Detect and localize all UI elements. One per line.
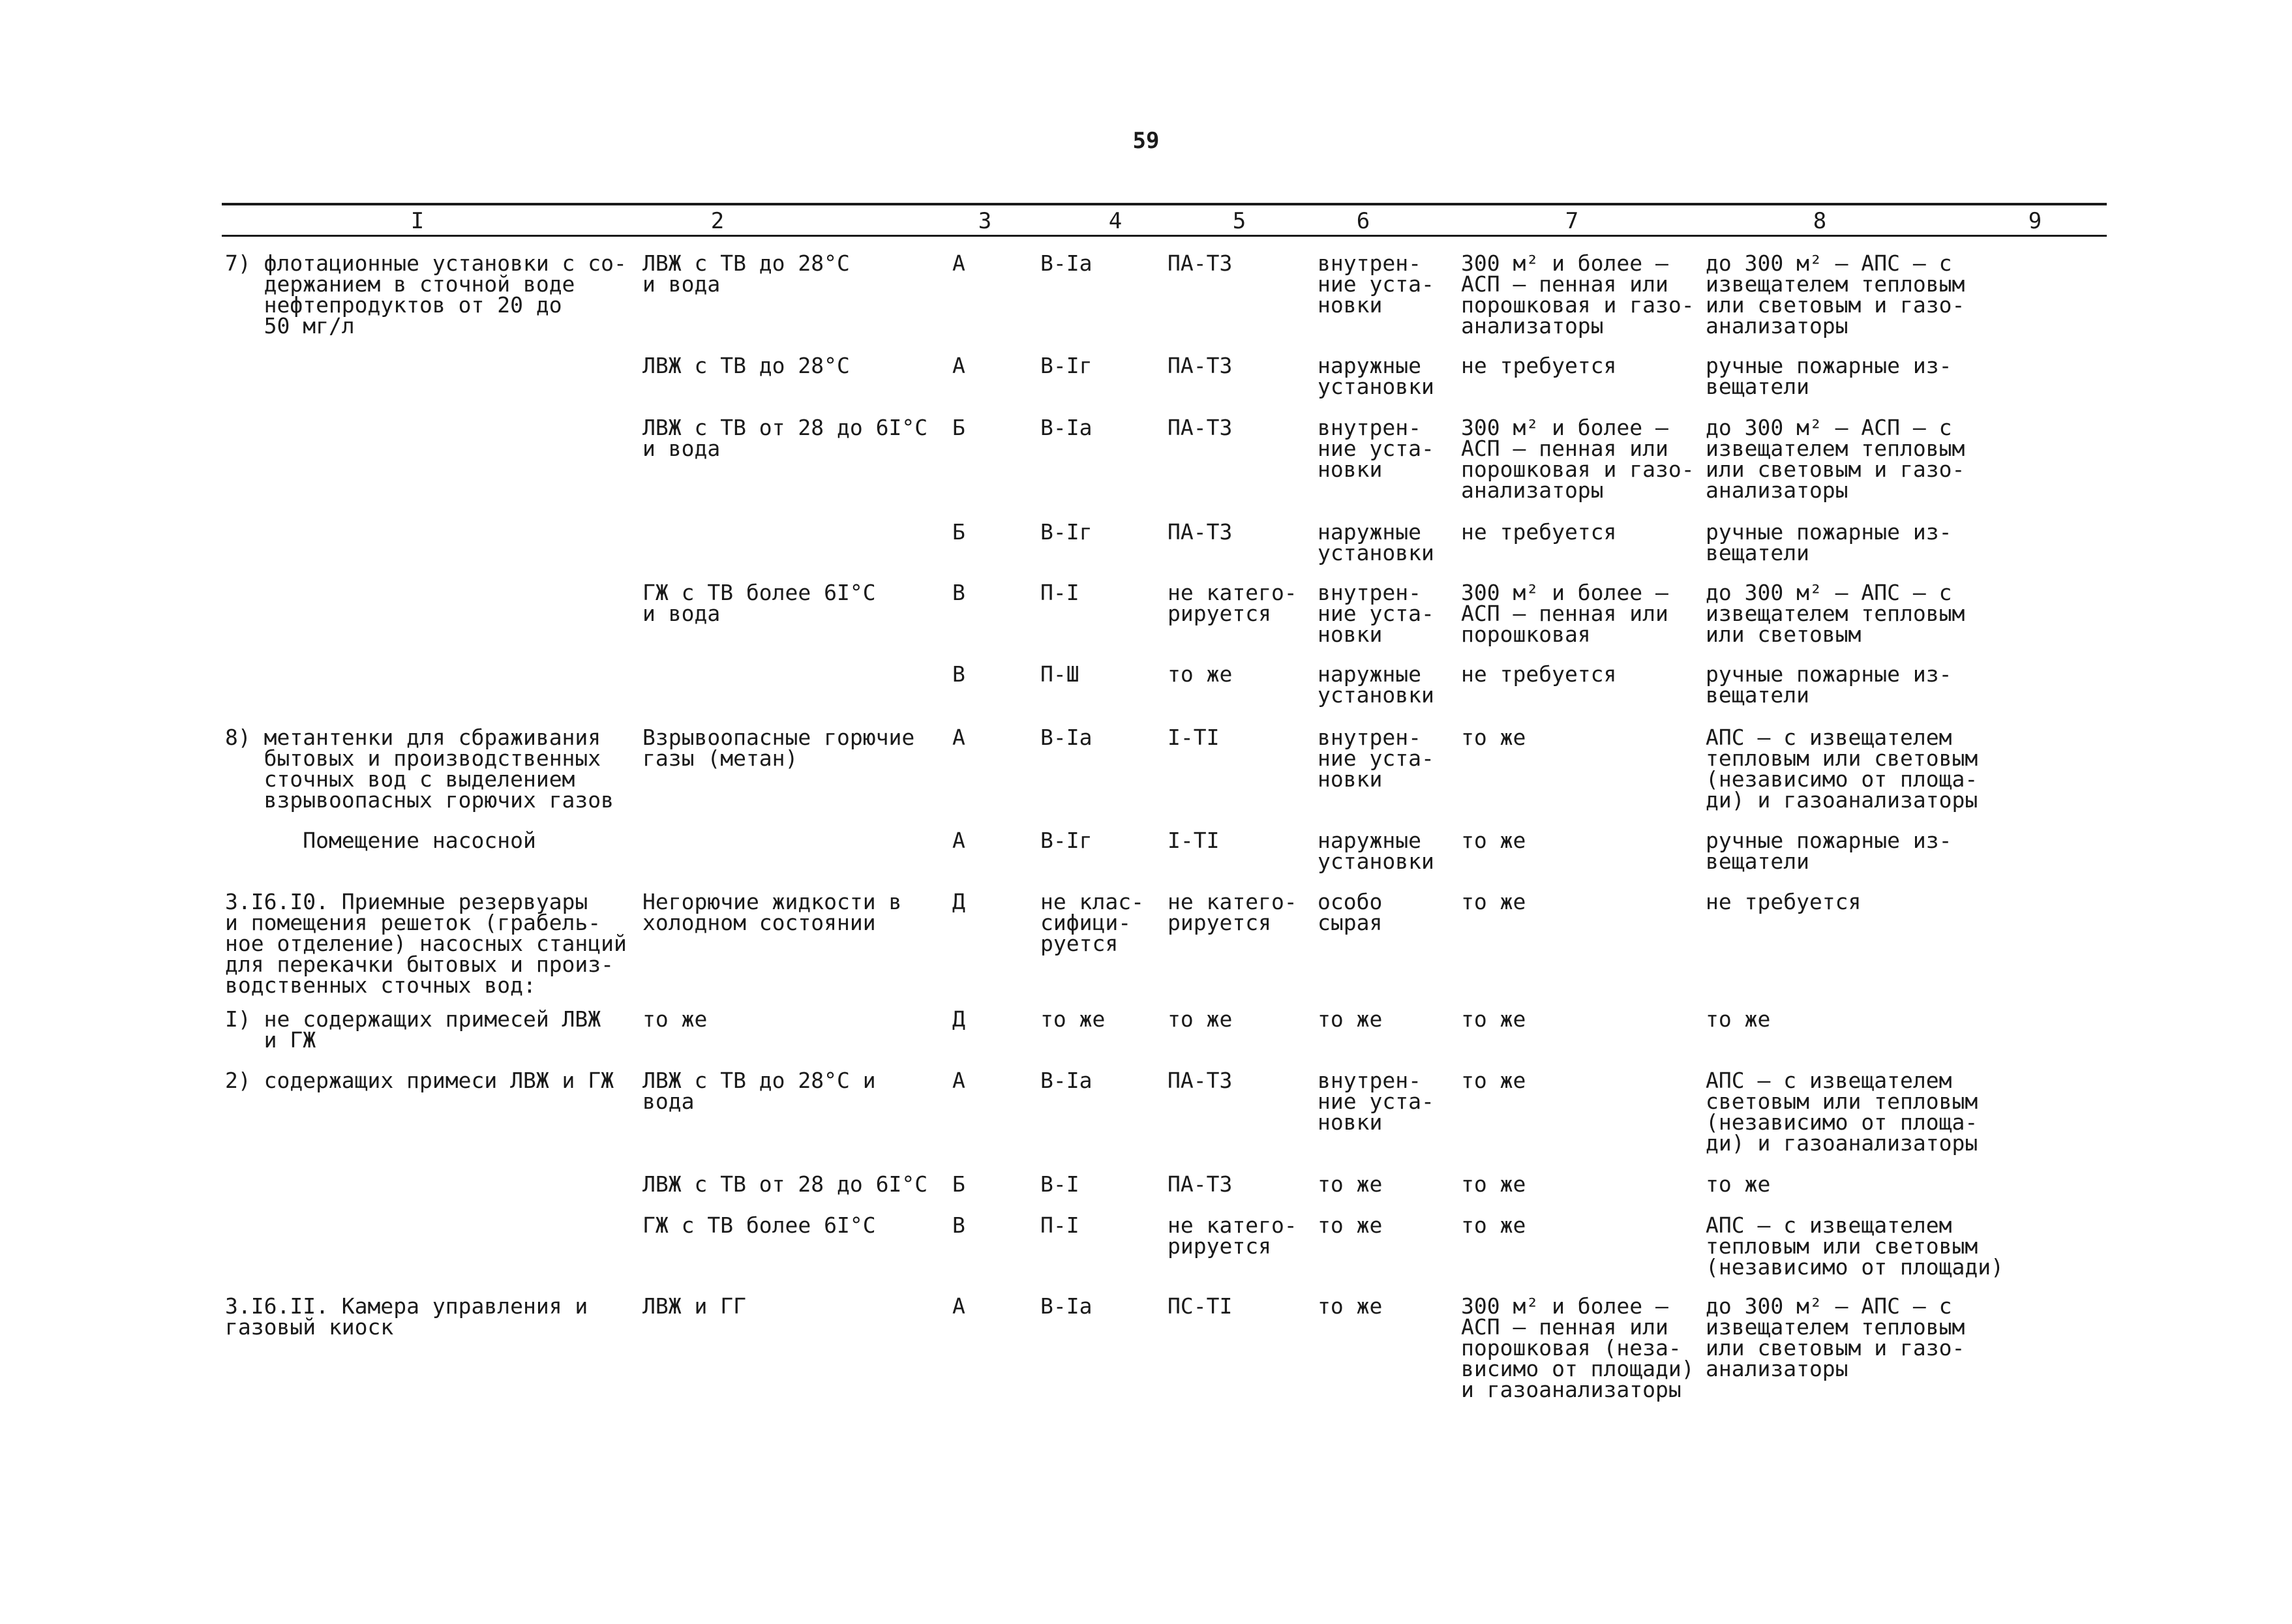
table-cell-col7: то же — [1461, 828, 1526, 853]
table-cell-col6: внутрен- ние уста- новки — [1318, 415, 1434, 482]
table-cell-col3: Б — [952, 1171, 965, 1197]
table-cell-col2: ЛВЖ с ТВ до 28°С и вода — [642, 250, 850, 297]
table-cell-col2: ЛВЖ и ГГ — [642, 1293, 746, 1319]
table-cell-col4: В-Iг — [1040, 828, 1093, 853]
table-cell-col2: ГЖ с ТВ более 6I°С и вода — [642, 580, 876, 626]
table-cell-col1: I) не содержащих примесей ЛВЖ и ГЖ — [225, 1006, 601, 1053]
table-top-rule — [222, 203, 2107, 205]
page-number: 59 — [1132, 128, 1160, 154]
table-cell-col7: 300 м² и более – АСП – пенная или порошковая — [1461, 580, 1668, 647]
table-cell-col2: Негорючие жидкости в холодном состоянии — [642, 889, 902, 935]
table-cell-col6: наружные установки — [1318, 353, 1434, 399]
table-cell-col7: то же — [1461, 725, 1526, 750]
table-cell-col1: 7) флотационные установки с со- держанием в сточной воде нефтепродуктов от 20 до 50 мг/л — [225, 250, 627, 338]
table-cell-col6: наружные установки — [1318, 519, 1434, 565]
table-cell-col5: ПС-TI — [1168, 1293, 1233, 1319]
table-cell-col8: АПС – с извещателем тепловым или световым (независимо от площади) — [1706, 1212, 2004, 1280]
table-cell-col5: I-TI — [1168, 725, 1220, 750]
table-cell-col8: до 300 м² – АПС – с извещателем тепловым или световым — [1706, 580, 1965, 647]
table-cell-col7: 300 м² и более – АСП – пенная или порошковая (неза- висимо от площади) и газоанализаторы — [1461, 1293, 1695, 1402]
table-cell-col8: до 300 м² – АПС – с извещателем тепловым или световым и газо- анализаторы — [1706, 1293, 1965, 1381]
table-cell-col6: то же — [1318, 1212, 1383, 1238]
table-cell-col5: ПА-ТЗ — [1168, 353, 1233, 378]
table-cell-col3: А — [952, 250, 965, 276]
table-cell-col5: не катего- рируется — [1168, 1212, 1297, 1259]
column-header-6: 6 — [1356, 208, 1370, 234]
table-cell-col8: ручные пожарные из- вещатели — [1706, 519, 1952, 565]
table-cell-col8: АПС – с извещателем тепловым или световым (независимо от площа- ди) и газоанализаторы — [1706, 725, 1978, 813]
table-cell-col3: Д — [952, 1006, 965, 1032]
table-cell-col8: ручные пожарные из- вещатели — [1706, 828, 1952, 874]
table-cell-col3: А — [952, 353, 965, 378]
table-cell-col2: ЛВЖ с ТВ до 28°С — [642, 353, 850, 378]
table-cell-col6: внутрен- ние уста- новки — [1318, 725, 1434, 792]
table-cell-col3: А — [952, 1293, 965, 1319]
table-cell-col7: 300 м² и более – АСП – пенная или порошковая и газо- анализаторы — [1461, 250, 1695, 338]
table-cell-col7: не требуется — [1461, 661, 1617, 687]
table-cell-col4: не клас- сифици- руется — [1040, 889, 1144, 956]
table-cell-col6: наружные установки — [1318, 828, 1434, 874]
table-cell-col3: А — [952, 828, 965, 853]
table-cell-col6: внутрен- ние уста- новки — [1318, 250, 1434, 318]
table-cell-col8: ручные пожарные из- вещатели — [1706, 661, 1952, 708]
table-cell-col6: наружные установки — [1318, 661, 1434, 708]
table-cell-col1: 2) содержащих примеси ЛВЖ и ГЖ — [225, 1068, 614, 1093]
table-cell-col4: то же — [1040, 1006, 1106, 1032]
table-cell-col8: до 300 м² – АСП – с извещателем тепловым или световым и газо- анализаторы — [1706, 415, 1965, 503]
table-cell-col2: то же — [642, 1006, 708, 1032]
table-cell-col3: Б — [952, 519, 965, 545]
table-cell-col7: то же — [1461, 1068, 1526, 1093]
table-cell-col5: ПА-ТЗ — [1168, 1068, 1233, 1093]
column-header-5: 5 — [1232, 208, 1246, 234]
table-cell-col5: то же — [1168, 1006, 1233, 1032]
table-cell-col4: П-Ш — [1040, 661, 1079, 687]
table-cell-col1: 3.I6.I0. Приемные резервуары и помещения решеток (грабель- ное отделение) насосных станций для перекачки бытовых и произ- водственных сточных вод: — [225, 889, 627, 998]
table-cell-col8: то же — [1706, 1006, 1771, 1032]
table-cell-col4: П-I — [1040, 1212, 1079, 1238]
table-cell-col5: ПА-ТЗ — [1168, 1171, 1233, 1197]
table-cell-col1: Помещение насосной — [225, 828, 536, 853]
table-cell-col7: то же — [1461, 1006, 1526, 1032]
table-cell-col2: Взрывоопасные горючие газы (метан) — [642, 725, 915, 771]
table-cell-col6: особо сырая — [1318, 889, 1383, 935]
table-cell-col5: ПА-ТЗ — [1168, 519, 1233, 545]
table-cell-col6: то же — [1318, 1006, 1383, 1032]
table-cell-col2: ГЖ с ТВ более 6I°С — [642, 1212, 876, 1238]
table-cell-col4: П-I — [1040, 580, 1079, 605]
table-cell-col3: В — [952, 1212, 965, 1238]
table-cell-col3: В — [952, 661, 965, 687]
table-cell-col1: 3.I6.II. Камера управления и газовый киоск — [225, 1293, 588, 1340]
table-cell-col4: В-Iг — [1040, 353, 1093, 378]
table-cell-col3: Б — [952, 415, 965, 440]
table-cell-col3: Д — [952, 889, 965, 914]
column-header-4: 4 — [1108, 208, 1123, 234]
table-cell-col5: не катего- рируется — [1168, 580, 1297, 626]
table-cell-col4: В-Iа — [1040, 725, 1093, 750]
table-cell-col4: В-Iа — [1040, 1068, 1093, 1093]
column-header-7: 7 — [1565, 208, 1579, 234]
table-cell-col7: то же — [1461, 889, 1526, 914]
table-cell-col5: то же — [1168, 661, 1233, 687]
column-header-3: 3 — [978, 208, 992, 234]
column-header-8: 8 — [1813, 208, 1827, 234]
table-cell-col4: В-Iа — [1040, 415, 1093, 440]
table-cell-col1: 8) метантенки для сбраживания бытовых и производственных сточных вод с выделением взрывоопасных горючих газов — [225, 725, 614, 813]
table-cell-col6: внутрен- ние уста- новки — [1318, 580, 1434, 647]
table-cell-col3: А — [952, 1068, 965, 1093]
table-cell-col4: В-Iа — [1040, 1293, 1093, 1319]
table-cell-col7: то же — [1461, 1212, 1526, 1238]
table-cell-col3: А — [952, 725, 965, 750]
column-header-1: I — [410, 208, 425, 234]
table-cell-col3: В — [952, 580, 965, 605]
table-cell-col4: В-Iг — [1040, 519, 1093, 545]
table-header-rule — [222, 235, 2107, 237]
table-cell-col2: ЛВЖ с ТВ от 28 до 6I°С — [642, 1171, 928, 1197]
table-cell-col8: ручные пожарные из- вещатели — [1706, 353, 1952, 399]
table-cell-col8: АПС – с извещателем световым или тепловым (независимо от площа- ди) и газоанализаторы — [1706, 1068, 1978, 1156]
table-cell-col5: не катего- рируется — [1168, 889, 1297, 935]
table-cell-col5: I-TI — [1168, 828, 1220, 853]
table-cell-col7: то же — [1461, 1171, 1526, 1197]
table-cell-col8: не требуется — [1706, 889, 1862, 914]
table-cell-col2: ЛВЖ с ТВ до 28°С и вода — [642, 1068, 876, 1114]
table-cell-col6: то же — [1318, 1171, 1383, 1197]
table-cell-col6: то же — [1318, 1293, 1383, 1319]
table-cell-col7: 300 м² и более – АСП – пенная или порошковая и газо- анализаторы — [1461, 415, 1695, 503]
column-header-2: 2 — [710, 208, 725, 234]
table-cell-col6: внутрен- ние уста- новки — [1318, 1068, 1434, 1135]
table-cell-col4: В-Iа — [1040, 250, 1093, 276]
table-cell-col8: то же — [1706, 1171, 1771, 1197]
table-cell-col5: ПА-ТЗ — [1168, 250, 1233, 276]
column-header-9: 9 — [2028, 208, 2042, 234]
table-cell-col5: ПА-ТЗ — [1168, 415, 1233, 440]
table-cell-col8: до 300 м² – АПС – с извещателем тепловым или световым и газо- анализаторы — [1706, 250, 1965, 338]
table-cell-col4: В-I — [1040, 1171, 1079, 1197]
table-cell-col2: ЛВЖ с ТВ от 28 до 6I°С и вода — [642, 415, 928, 461]
table-cell-col7: не требуется — [1461, 353, 1617, 378]
table-cell-col7: не требуется — [1461, 519, 1617, 545]
